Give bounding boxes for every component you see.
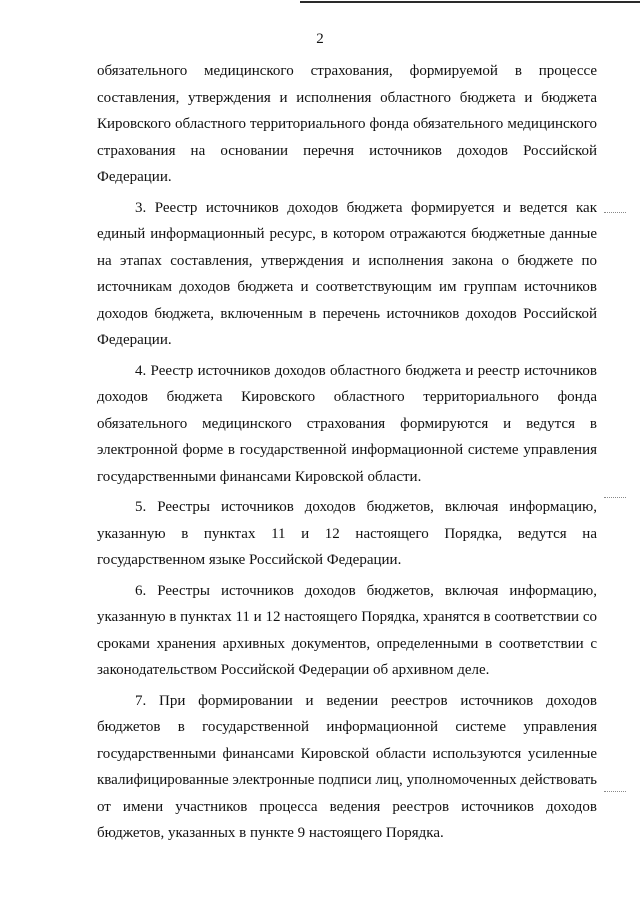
scan-margin-mark — [604, 497, 626, 500]
scan-edge-line — [300, 1, 640, 3]
paragraph-6: 6. Реестры источников доходов бюджетов, включая информацию, указанную в пунктах 11 и 12 настоящего Порядка, хранятся в соответствии со сроками хранения архивных документов, определенными в соответствии с законодательством Российской Федерации об архивном деле. — [97, 582, 597, 678]
paragraph-5: 5. Реестры источников доходов бюджетов, включая информацию, указанную в пунктах 11 и 12 настоящего Порядка, ведутся на государственном языке Российской Федерации. — [97, 499, 597, 568]
scan-margin-mark — [604, 212, 626, 215]
paragraph-7: 7. При формировании и ведении реестров источников доходов бюджетов в государственной информационной системе управления государственными финансами Кировской области используются усиленные квалифицированные электронные подписи лиц, уполномоченных действовать от имени участников процесса ведения реестров источников доходов бюджетов, указанных в пункте 9 настоящего Порядка. — [97, 692, 597, 841]
page-number: 2 — [316, 31, 324, 47]
paragraph-continuation: обязательного медицинского страхования, формируемой в процессе составления, утверждения и исполнения областного бюджета и бюджета Кировского областного территориального фонда обязательного медицинского страхования на основании перечня источников доходов Российской Федерации. — [97, 63, 597, 185]
paragraph-4: 4. Реестр источников доходов областного бюджета и реестр источников доходов бюджета Кировского областного территориального фонда обязательного медицинского страхования формируются и ведутся в электронной форме в государственной информационной системе управления государственными финансами Кировской области. — [97, 362, 597, 485]
scan-margin-mark — [604, 791, 626, 794]
document-body — [97, 58, 597, 851]
paragraph-3: 3. Реестр источников доходов бюджета формируется и ведется как единый информационный ресурс, в котором отражаются бюджетные данные на этапах составления, утверждения и исполнения закона о бюджете по источникам доходов бюджета и соответствующим им группам источников доходов бюджета, включенным в перечень источников доходов Российской Федерации. — [97, 199, 597, 348]
